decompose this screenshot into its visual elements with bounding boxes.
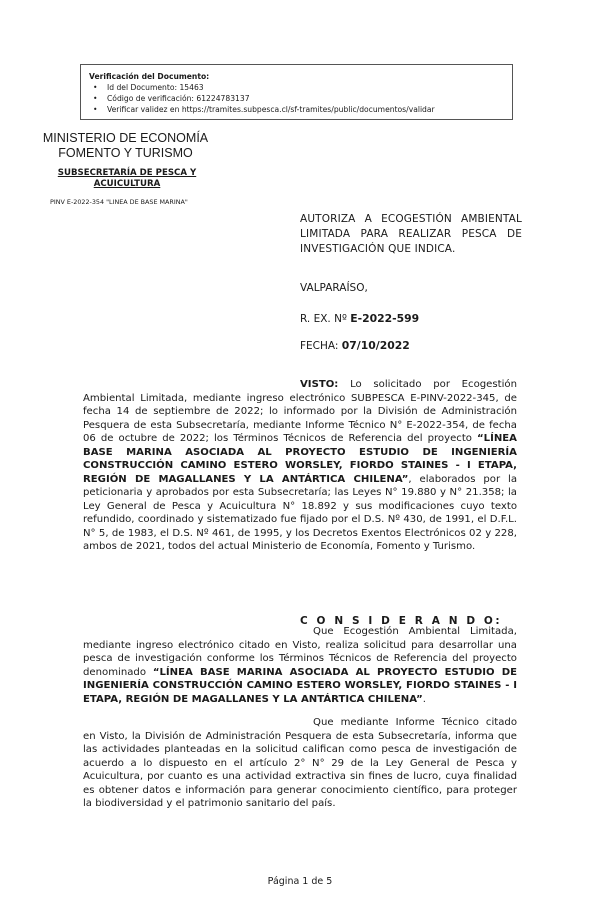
subsecretaria-line1: SUBSECRETARÍA DE PESCA Y — [57, 168, 197, 178]
rex-label: R. EX. Nº — [300, 313, 347, 325]
subsecretaria-line2: ACUICULTURA — [93, 179, 161, 189]
considerando-paragraph-2 — [83, 716, 517, 811]
resolution-place: VALPARAÍSO, — [300, 282, 368, 294]
date-label: FECHA: — [300, 340, 339, 352]
verification-url[interactable]: • Verificar validez en https://tramites.subpesca.cl/sf-tramites/public/documentos/validar — [107, 104, 512, 115]
resolution-title: AUTORIZA A ECOGESTIÓN AMBIENTAL LIMITADA PARA REALIZAR PESCA DE INVESTIGACIÓN QUE INDICA. — [300, 213, 522, 255]
page-number: Página 1 de 5 — [267, 876, 333, 887]
verification-code: • Código de verificación: 61224783137 — [107, 93, 512, 104]
file-reference: PINV E-2022-354 "LINEA DE BASE MARINA" — [50, 198, 188, 206]
date-value: 07/10/2022 — [341, 339, 410, 352]
verification-box — [80, 64, 513, 120]
ministry-line1: MINISTERIO DE ECONOMÍA — [42, 131, 209, 145]
document-id: • Id del Documento: 15463 — [107, 82, 512, 93]
ministry-heading — [38, 131, 213, 161]
visto-project-name: “LÍNEA BASE MARINA ASOCIADA AL PROYECTO ESTUDIO DE INGENIERÍA CONSTRUCCIÓN CAMINO ESTERO WORSLEY, FIORDO STAINES - I ETAPA, REGIÓN DE MAGALLANES Y LA ANTÁRTICA CHILENA” — [83, 433, 517, 485]
considerando-paragraph-1 — [83, 625, 517, 706]
visto-paragraph — [83, 378, 517, 554]
p2-text: Que mediante Informe Técnico citado en Visto, la División de Administración Pesquera de esta Subsecretaría, informa que las actividades planteadas en la solicitud califican como pesca de investigación de acuerdo a lo dispuesto en el artículo 2° N° 29 de la Ley General de Pesca y Acuicultura, por cuanto es una actividad extractiva sin fines de lucro, cuya finalidad es obtener datos e información para generar conocimiento científico, para proteger la biodiversidad y el patrimonio sanitario del país. — [83, 717, 517, 809]
visto-label: VISTO: — [300, 379, 339, 390]
resolution-date — [300, 338, 520, 354]
p1-text: Que Ecogestión Ambiental Limitada, mediante ingreso electrónico citado en Visto, realiza solicitud para desarrollar una pesca de investigación conforme los Términos Técnicos de Referencia del proyecto denominado — [83, 626, 517, 678]
p1-project-name: “LÍNEA BASE MARINA ASOCIADA AL PROYECTO ESTUDIO DE INGENIERÍA CONSTRUCCIÓN CAMINO ESTERO WORSLEY, FIORDO STAINES - I ETAPA, REGIÓN DE MAGALLANES Y LA ANTÁRTICA CHILENA” — [83, 666, 517, 705]
verification-list — [89, 82, 512, 115]
resolution-number — [300, 311, 520, 327]
subsecretaria-heading — [42, 168, 212, 190]
ministry-line2: FOMENTO Y TURISMO — [58, 146, 193, 160]
p1-end: . — [422, 693, 426, 705]
rex-number: E-2022-599 — [350, 312, 420, 325]
verification-title: Verificación del Documento: — [89, 72, 210, 81]
visto-text-b: , elaborados por la peticionaria y aprobados por esta Subsecretaría; las Leyes N° 19.880 y N° 21.358; la Ley General de Pesca y Acuicultura N° 18.892 y sus modificaciones cuyo texto refundido, coordinado y sistematizado fue fijado por el D.S. Nº 430, de 1991, el D.F.L. N° 5, de 1983, el D.S. Nº 461, de 1995, y los Decretos Exentos Electrónicos 02 y 228, ambos de 2021, todos del actual Ministerio de Economía, Fomento y Turismo. — [83, 473, 517, 552]
considerando-heading: C O N S I D E R A N D O: — [300, 615, 503, 627]
visto-text-a: Lo solicitado por Ecogestión Ambiental Limitada, mediante ingreso electrónico SUBPESCA E-PINV-2022-345, de fecha 14 de septiembre de 2022; lo informado por la División de Administración Pesquera de esta Subsecretaría, mediante Informe Técnico N° E-2022-354, de fecha 06 de octubre de 2022; los Términos Técnicos de Referencia del proyecto — [83, 379, 517, 444]
